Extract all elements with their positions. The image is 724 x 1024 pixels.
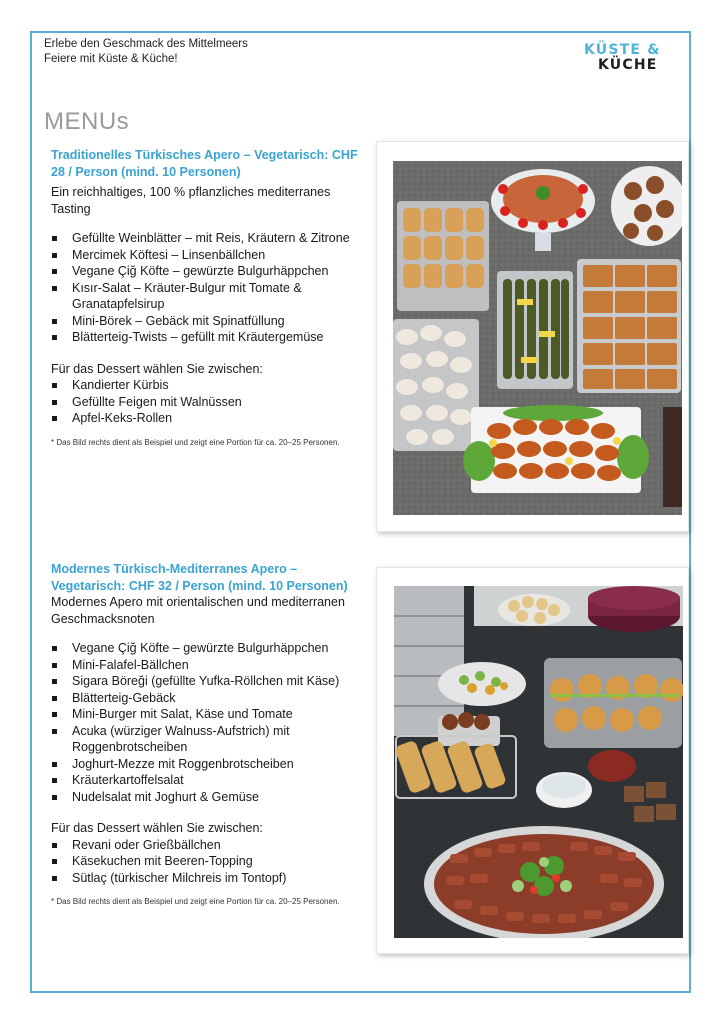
dessert-list — [51, 837, 363, 887]
menu-item: Kräuterkartoffelsalat — [51, 772, 363, 789]
bullet — [52, 762, 57, 767]
logo-line-1: KÜSTE & — [584, 42, 661, 58]
menu-item: Blätterteig-Gebäck — [51, 690, 363, 707]
food-photo-illustration — [393, 161, 682, 515]
dessert-list — [51, 377, 363, 427]
photo-card-modern — [376, 567, 689, 954]
dessert-item: Apfel-Keks-Rollen — [51, 410, 363, 427]
bullet — [52, 876, 57, 881]
bullet — [52, 253, 57, 258]
bullet — [52, 696, 57, 701]
food-photo-illustration — [394, 586, 683, 938]
bullet — [52, 679, 57, 684]
menu-items-list — [51, 640, 363, 805]
dessert-intro: Für das Dessert wählen Sie zwischen: — [51, 821, 263, 835]
dessert-intro: Für das Dessert wählen Sie zwischen: — [51, 361, 263, 376]
menu-section-traditional — [51, 147, 363, 449]
bullet — [52, 269, 57, 274]
dessert-item: Sütlaç (türkischer Milchreis im Tontopf) — [51, 870, 363, 887]
menu-title: Modernes Türkisch-Mediterranes Apero – Vegetarisch: CHF 32 / Person (mind. 10 Personen) — [51, 562, 348, 593]
menu-item: Mercimek Köftesi – Linsenbällchen — [51, 247, 363, 264]
tagline — [44, 37, 248, 67]
footnote: * Das Bild rechts dient als Beispiel und zeigt eine Portion für ca. 20–25 Personen. — [51, 897, 340, 906]
menu-item: Nudelsalat mit Joghurt & Gemüse — [51, 789, 363, 806]
logo-line-2: KÜCHE — [598, 57, 658, 73]
bullet — [52, 712, 57, 717]
dessert-item: Käsekuchen mit Beeren-Topping — [51, 853, 363, 870]
photo-card-traditional — [376, 141, 689, 532]
menu-title: Traditionelles Türkisches Apero – Vegetarisch: CHF 28 / Person (mind. 10 Personen) — [51, 148, 358, 179]
food-photo-modern — [394, 586, 683, 938]
menu-item: Kısır-Salat – Kräuter-Bulgur mit Tomate & Granatapfelsirup — [51, 280, 363, 313]
bullet — [52, 400, 57, 405]
dessert-item: Gefüllte Feigen mit Walnüssen — [51, 394, 363, 411]
menu-description: Ein reichhaltiges, 100 % pflanzliches mediterranes Tasting — [51, 185, 331, 216]
menu-item: Blätterteig-Twists – gefüllt mit Kräutergemüse — [51, 329, 363, 346]
menu-item: Acuka (würziger Walnuss-Aufstrich) mit Roggenbrotscheiben — [51, 723, 363, 756]
tagline-line-1: Erlebe den Geschmack des Mittelmeers — [44, 38, 248, 50]
bullet — [52, 729, 57, 734]
bullet — [52, 795, 57, 800]
bullet — [52, 663, 57, 668]
menu-item: Sigara Böreği (gefüllte Yufka-Röllchen mit Käse) — [51, 673, 363, 690]
menu-description: Modernes Apero mit orientalischen und mediterranen Geschmacksnoten — [51, 595, 345, 626]
bullet — [52, 286, 57, 291]
bullet — [52, 646, 57, 651]
menu-item: Mini-Falafel-Bällchen — [51, 657, 363, 674]
menu-item: Mini-Burger mit Salat, Käse und Tomate — [51, 706, 363, 723]
footnote: * Das Bild rechts dient als Beispiel und zeigt eine Portion für ca. 20–25 Personen. — [51, 437, 340, 447]
bullet — [52, 335, 57, 340]
menu-item: Mini-Börek – Gebäck mit Spinatfüllung — [51, 313, 363, 330]
bullet — [52, 778, 57, 783]
bullet — [52, 859, 57, 864]
bullet — [52, 383, 57, 388]
menu-item: Gefüllte Weinblätter – mit Reis, Kräutern & Zitrone — [51, 230, 363, 247]
menu-item: Vegane Çiğ Köfte – gewürzte Bulgurhäppchen — [51, 263, 363, 280]
menu-item: Joghurt-Mezze mit Roggenbrotscheiben — [51, 756, 363, 773]
dessert-item: Revani oder Grießbällchen — [51, 837, 363, 854]
bullet — [52, 416, 57, 421]
menu-items-list — [51, 230, 363, 346]
menu-section-modern — [51, 561, 363, 908]
bullet — [52, 319, 57, 324]
bullet — [52, 236, 57, 241]
bullet — [52, 843, 57, 848]
brand-logo — [584, 43, 680, 77]
food-photo-traditional — [393, 161, 682, 515]
dessert-item: Kandierter Kürbis — [51, 377, 363, 394]
menu-item: Vegane Çiğ Köfte – gewürzte Bulgurhäppchen — [51, 640, 363, 657]
tagline-line-2: Feiere mit Küste & Küche! — [44, 53, 178, 65]
page-title: MENUs — [44, 108, 130, 135]
